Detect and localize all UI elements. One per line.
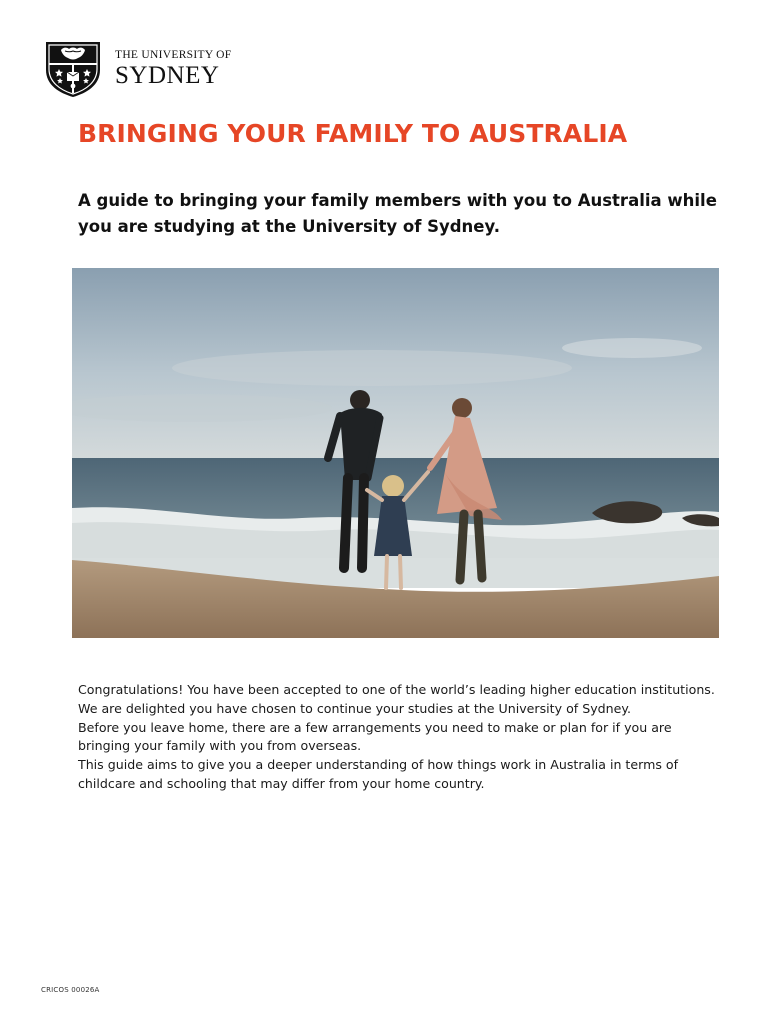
logo-wordmark bbox=[115, 50, 231, 89]
intro-paragraph: This guide aims to give you a deeper understanding of how things work in Australia in terms of childcare and schooling that may differ from your home country. bbox=[78, 757, 679, 791]
page-subtitle: A guide to bringing your family members with you to Australia while you are studying at the University of Sydney. bbox=[78, 191, 717, 236]
university-logo bbox=[43, 40, 231, 98]
intro-paragraph: Congratulations! You have been accepted to one of the world’s leading higher education institutions. We are delighted you have chosen to continue your studies at the University of Sydney. bbox=[78, 682, 715, 716]
intro-text bbox=[78, 681, 726, 794]
logo-line-2: SYDNEY bbox=[115, 62, 220, 90]
logo-line-1: THE UNIVERSITY OF bbox=[115, 48, 232, 61]
intro-paragraph: Before you leave home, there are a few arrangements you need to make or plan for if you are bringing your family with you from overseas. bbox=[78, 719, 672, 754]
family-on-beach-photo bbox=[72, 268, 719, 638]
cricos-code: CRICOS 00026A bbox=[41, 986, 100, 994]
university-crest-icon bbox=[43, 40, 103, 98]
page-title: BRINGING YOUR FAMILY TO AUSTRALIA bbox=[78, 119, 628, 148]
